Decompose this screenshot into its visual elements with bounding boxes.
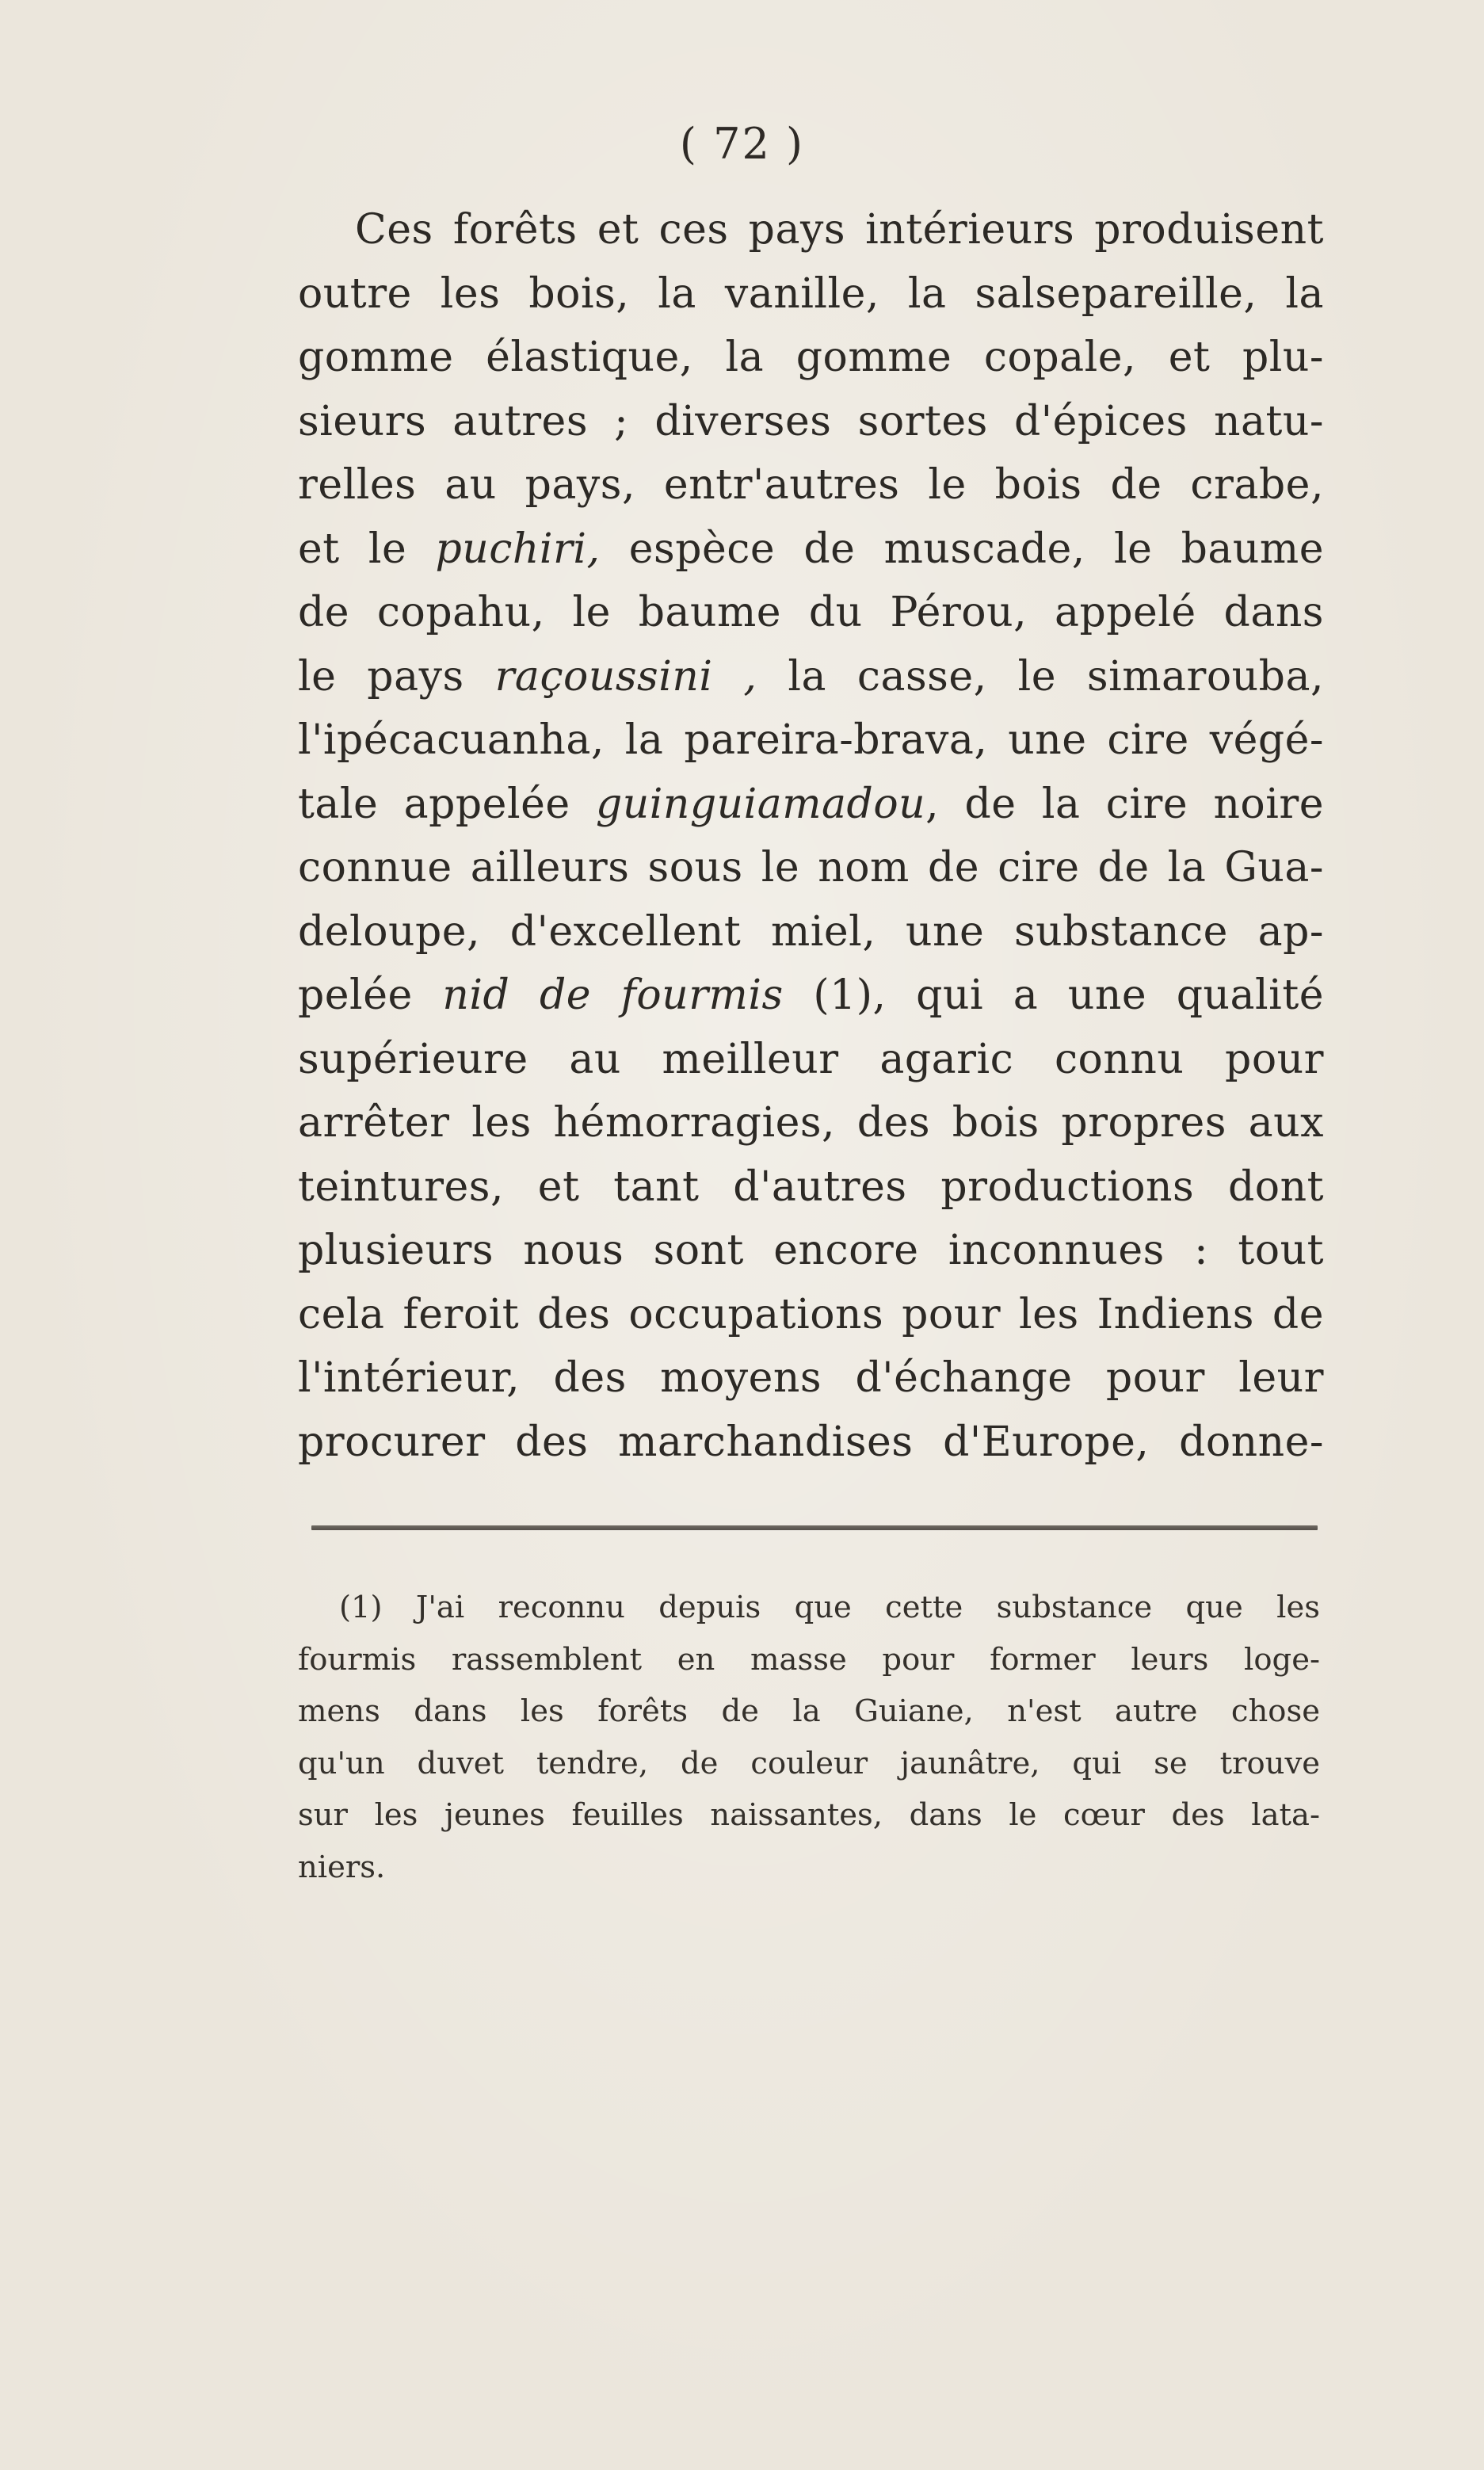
italic-term: puchiri, <box>435 525 601 573</box>
text-line: tale appelée guinguiamadou, de la cire noire <box>298 780 1324 828</box>
text-line: et le puchiri, espèce de muscade, le baume <box>298 525 1324 573</box>
text-line: teintures, et tant d'autres productions dont <box>298 1162 1324 1211</box>
text-line: plusieurs nous sont encore inconnues : tout <box>298 1227 1324 1274</box>
footnote-line: fourmis rassemblent en masse pour former leurs loge- <box>298 1641 1320 1678</box>
text-line: cela feroit des occupations pour les Indiens de <box>298 1290 1324 1338</box>
text-line: arrêter les hémorragies, des bois propres aux <box>298 1099 1324 1147</box>
text-line: gomme élastique, la gomme copale, et plu- <box>298 334 1324 381</box>
text-line: procurer des marchandises d'Europe, donne- <box>298 1418 1324 1466</box>
page-number: ( 72 ) <box>679 119 805 169</box>
text-line: deloupe, d'excellent miel, une substance ap- <box>298 907 1324 956</box>
text-line: le pays raçoussini , la casse, le simarouba, <box>298 652 1324 701</box>
footnote-line: sur les jeunes feuilles naissantes, dans le cœur des lata- <box>298 1797 1320 1833</box>
footnote-line: mens dans les forêts de la Guiane, n'est autre chose <box>298 1693 1320 1729</box>
text-line: supérieure au meilleur agaric connu pour <box>298 1035 1324 1083</box>
footnote-line: niers. <box>298 1849 386 1885</box>
text-line: l'intérieur, des moyens d'échange pour leur <box>298 1354 1324 1402</box>
text-line: pelée nid de fourmis (1), qui a une qualité <box>298 972 1324 1019</box>
text-line: sieurs autres ; diverses sortes d'épices natu- <box>298 397 1324 445</box>
italic-term: raçoussini , <box>494 652 757 701</box>
text-line: l'ipécacuanha, la pareira-brava, une cire végé- <box>298 716 1324 764</box>
text-line: connue ailleurs sous le nom de cire de la Gua- <box>298 844 1324 891</box>
italic-term: nid de fourmis <box>442 972 784 1019</box>
text-line: relles au pays, entr'autres le bois de crabe, <box>298 461 1324 509</box>
text-line: outre les bois, la vanille, la salsepareille, la <box>298 269 1324 318</box>
main-text-block <box>298 198 1324 1474</box>
italic-term: guinguiamadou <box>595 780 926 828</box>
footnote-line: (1) J'ai reconnu depuis que cette substance que les <box>339 1590 1320 1625</box>
footnote-separator-rule <box>311 1525 1318 1530</box>
footnote-line: qu'un duvet tendre, de couleur jaunâtre, qui se trouve <box>298 1745 1320 1781</box>
text-line: Ces forêts et ces pays intérieurs produisent <box>355 206 1324 254</box>
text-line: de copahu, le baume du Pérou, appelé dans <box>298 589 1324 636</box>
footnote-block <box>298 1582 1320 1893</box>
